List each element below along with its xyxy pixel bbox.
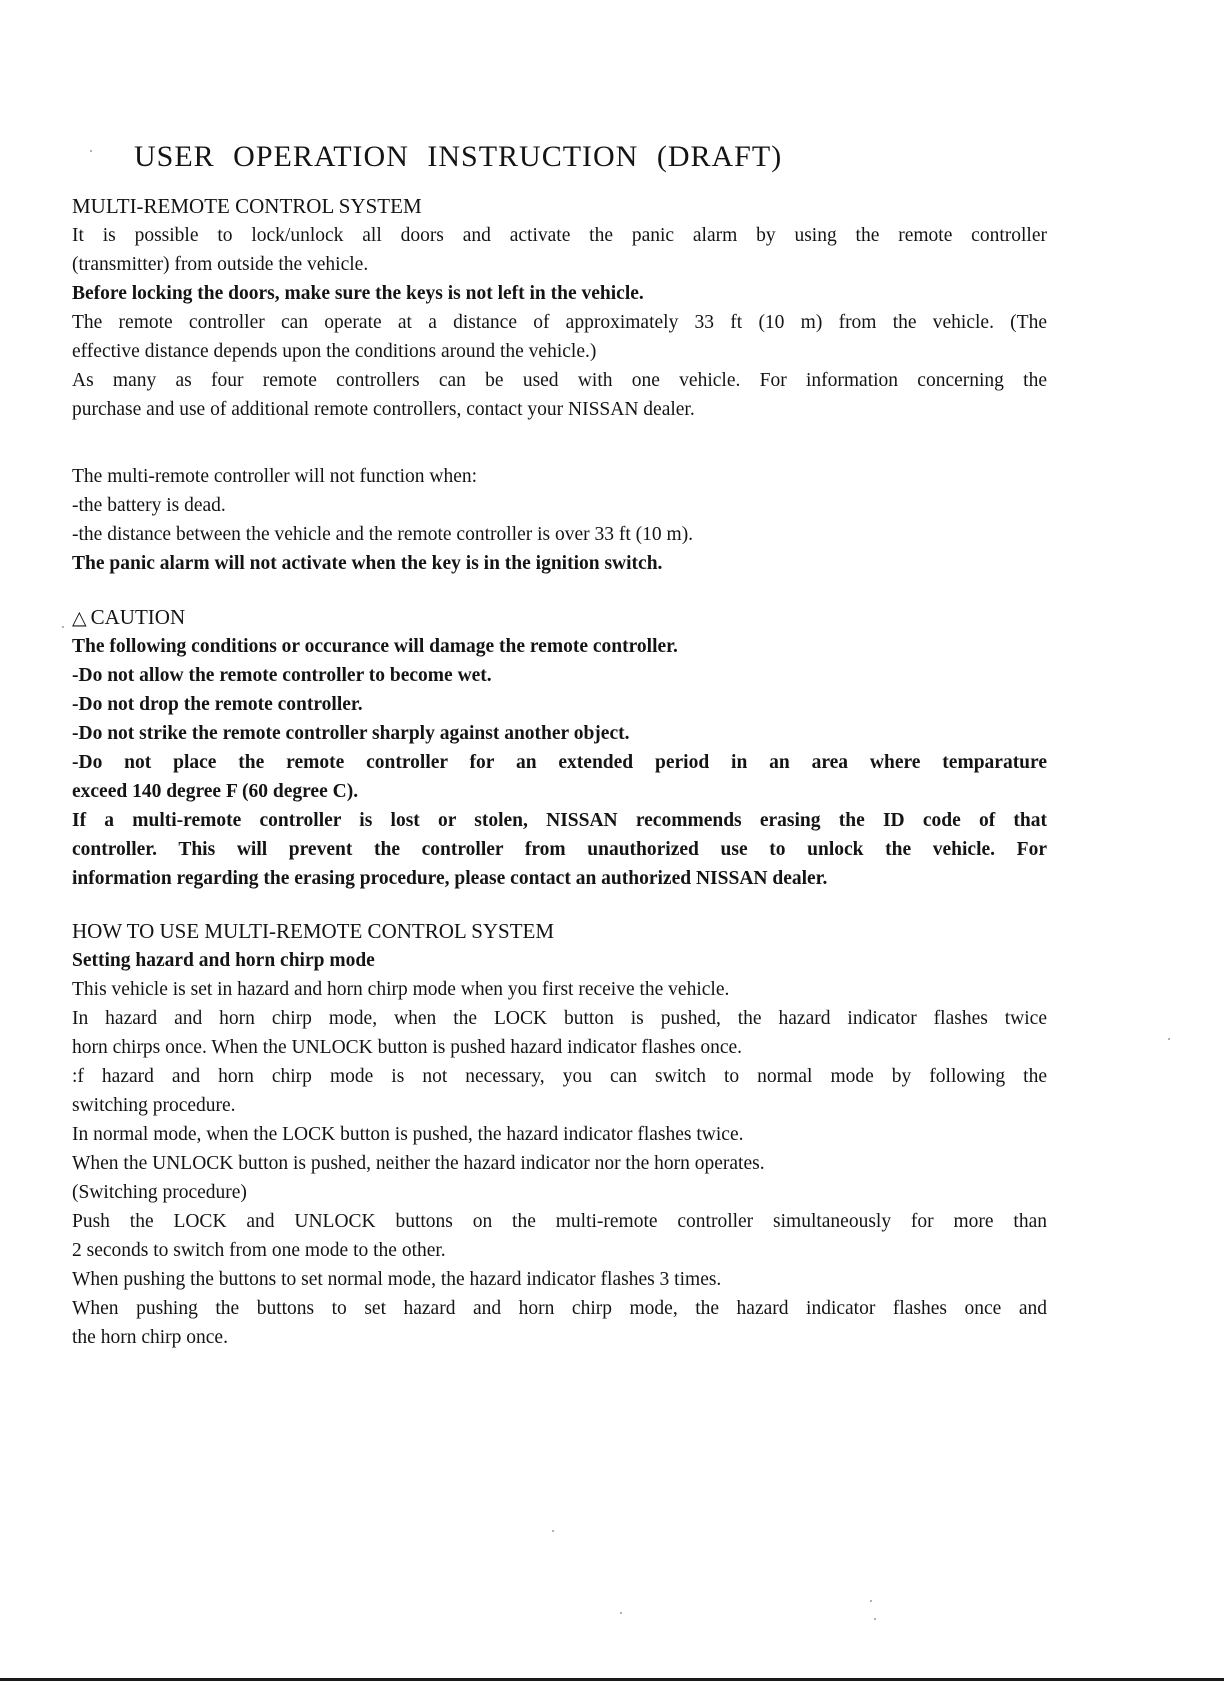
- paragraph-line: In hazard and horn chirp mode, when the LOCK button is pushed, the hazard indicator flashes twice: [72, 1008, 1047, 1029]
- paragraph-line: effective distance depends upon the conditions around the vehicle.): [72, 341, 597, 362]
- section-how-to-use: [72, 917, 1047, 1352]
- caution-line: -Do not drop the remote controller.: [72, 694, 363, 715]
- paragraph-line: The multi-remote controller will not function when:: [72, 466, 478, 487]
- list-item: -the distance between the vehicle and the remote controller is over 33 ft (10 m).: [72, 524, 694, 545]
- paragraph-line: purchase and use of additional remote controllers, contact your NISSAN dealer.: [72, 399, 695, 420]
- paragraph-line: (transmitter) from outside the vehicle.: [72, 254, 369, 275]
- section-multi-remote: [72, 192, 1047, 424]
- paragraph-line: :f hazard and horn chirp mode is not necessary, you can switch to normal mode by following the: [72, 1066, 1047, 1087]
- caution-section: [72, 603, 1047, 893]
- paragraph-line: Push the LOCK and UNLOCK buttons on the multi-remote controller simultaneously for more than: [72, 1211, 1047, 1232]
- warning-line: Before locking the doors, make sure the keys is not left in the vehicle.: [72, 283, 644, 304]
- paragraph-line: This vehicle is set in hazard and horn chirp mode when you first receive the vehicle.: [72, 979, 730, 1000]
- paragraph-line: It is possible to lock/unlock all doors and activate the panic alarm by using the remote controller: [72, 225, 1047, 246]
- caution-label: CAUTION: [90, 605, 186, 629]
- paragraph-line: In normal mode, when the LOCK button is pushed, the hazard indicator flashes twice.: [72, 1124, 744, 1145]
- footer-rule: [0, 1678, 1224, 1681]
- caution-line: If a multi-remote controller is lost or stolen, NISSAN recommends erasing the ID code of that: [72, 810, 1047, 831]
- section-heading: HOW TO USE MULTI-REMOTE CONTROL SYSTEM: [72, 919, 555, 943]
- scan-speck: [1168, 1038, 1170, 1040]
- panic-note: The panic alarm will not activate when the key is in the ignition switch.: [72, 553, 663, 574]
- page-title: USER OPERATION INSTRUCTION (DRAFT): [134, 140, 783, 173]
- caution-line: The following conditions or occurance will damage the remote controller.: [72, 636, 678, 657]
- section-heading: MULTI-REMOTE CONTROL SYSTEM: [72, 194, 422, 218]
- scan-speck: [874, 1618, 876, 1620]
- paragraph-line: switching procedure.: [72, 1095, 236, 1116]
- caution-line: -Do not allow the remote controller to become wet.: [72, 665, 492, 686]
- paragraph-line: As many as four remote controllers can be used with one vehicle. For information concerning the: [72, 370, 1047, 391]
- caution-line: information regarding the erasing procedure, please contact an authorized NISSAN dealer.: [72, 868, 828, 889]
- caution-line: controller. This will prevent the controller from unauthorized use to unlock the vehicle. For: [72, 839, 1047, 860]
- caution-heading: [72, 603, 1047, 632]
- caution-line: -Do not place the remote controller for an extended period in an area where temparature: [72, 752, 1047, 773]
- paragraph-line: When the UNLOCK button is pushed, neither the hazard indicator nor the horn operates.: [72, 1153, 765, 1174]
- paragraph-line: the horn chirp once.: [72, 1327, 228, 1348]
- scan-speck: [870, 1600, 872, 1602]
- section-not-function: [72, 462, 1047, 578]
- caution-line: -Do not strike the remote controller sharply against another object.: [72, 723, 630, 744]
- paragraph-line: horn chirps once. When the UNLOCK button is pushed hazard indicator flashes once.: [72, 1037, 743, 1058]
- paragraph-line: When pushing the buttons to set hazard and horn chirp mode, the hazard indicator flashes once and: [72, 1298, 1047, 1319]
- paragraph-line: The remote controller can operate at a distance of approximately 33 ft (10 m) from the vehicle. (The: [72, 312, 1047, 333]
- scan-speck: [552, 1530, 554, 1532]
- scan-speck: [62, 626, 64, 628]
- scan-speck: [90, 150, 92, 152]
- scan-speck: [620, 1612, 622, 1614]
- paragraph-line: When pushing the buttons to set normal mode, the hazard indicator flashes 3 times.: [72, 1269, 722, 1290]
- sub-heading: Setting hazard and horn chirp mode: [72, 950, 375, 971]
- paragraph-line: 2 seconds to switch from one mode to the other.: [72, 1240, 446, 1261]
- paragraph-line: (Switching procedure): [72, 1182, 247, 1203]
- warning-triangle-icon: △: [72, 608, 87, 629]
- list-item: -the battery is dead.: [72, 495, 226, 516]
- caution-line: exceed 140 degree F (60 degree C).: [72, 781, 359, 802]
